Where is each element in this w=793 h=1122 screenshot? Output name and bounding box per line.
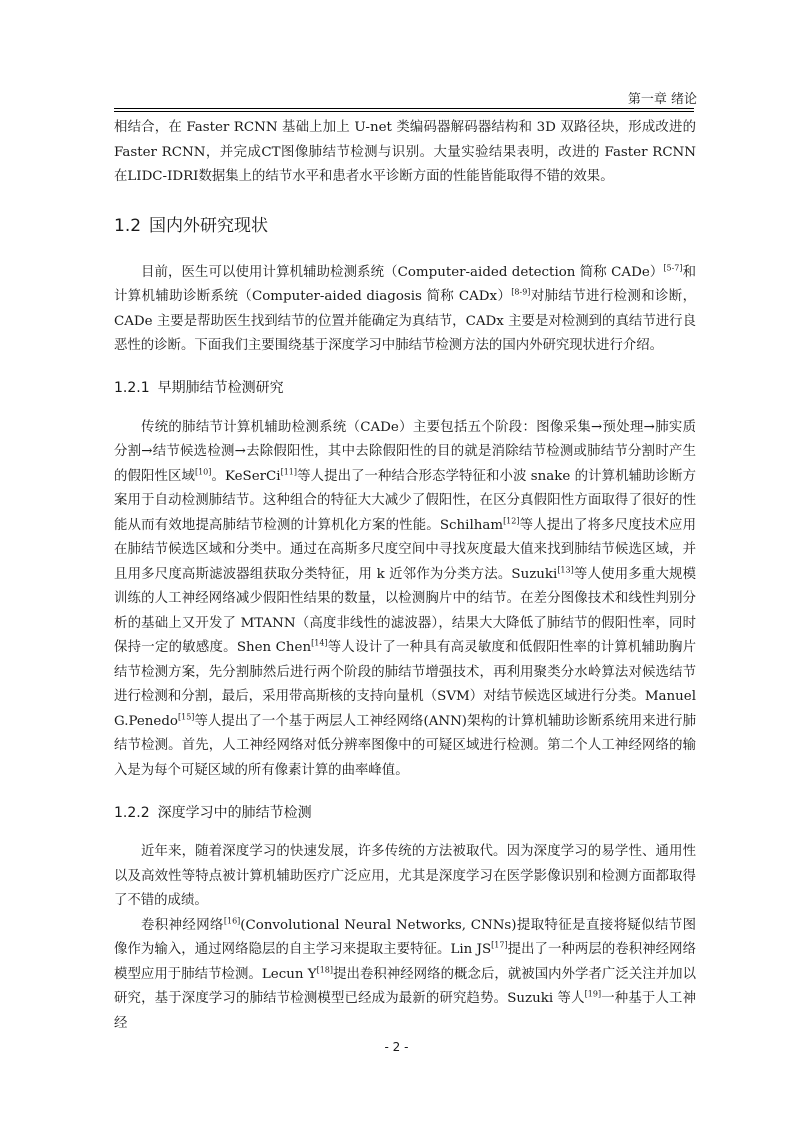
citation: [5-7] (663, 263, 683, 273)
citation: [14] (311, 638, 328, 648)
section-1-2-1-paragraph: 传统的肺结节计算机辅助检测系统（CADe）主要包括五个阶段：图像采集→预处理→肺实质分割→结节候选检测→去除假阳性，其中去除假阳性的目的就是消除结节检测或肺结节分割时产生的假阳性区域[10]。KeSerCi[11]等人提出了一种结合形态学特征和小波 snake 的计算机辅助诊断方案用于自动检测肺结节。这种组合的特征大大减少了假阳性，在区分真假阳性方面取得了很好的性能从而有效地提高肺结节检测的计算机化方案的性能。Schilham[12]等人提出了将多尺度技术应用在肺结节候选区域和分类中。通过在高斯多尺度空间中寻找灰度最大值来找到肺结节候选区域，并且用多尺度高斯滤波器组获取分类特征，用 k 近邻作为分类方法。Suzuki[13]等人使用多重大规模训练的人工神经网络减少假阳性结果的数量，以检测胸片中的结节。在差分图像技术和线性判别分析的基础上又开发了 MTANN（高度非线性的滤波器），结果大大降低了肺结节的假阳性率，同时保持一定的敏感度。Shen Chen[14]等人设计了一种具有高灵敏度和低假阳性率的计算机辅助胸片结节检测方案，先分割肺然后进行两个阶段的肺结节增强技术，再利用聚类分水岭算法对候选结节进行检测和分割，最后，采用带高斯核的支持向量机（SVM）对结节候选区域进行分类。Manuel G.Penedo[15]等人提出了一个基于两层人工神经网络(ANN)架构的计算机辅助诊断系统用来进行肺结节检测。首先，人工神经网络对低分辨率图像中的可疑区域进行检测。第二个人工神经网络的输入是为每个可疑区域的所有像素计算的曲率峰值。 (114, 419, 697, 778)
citation: [13] (557, 565, 574, 575)
section-number: 1.2 (114, 215, 142, 236)
header-rule (114, 108, 694, 109)
section-1-2-2-paragraph-1: 近年来，随着深度学习的快速发展，许多传统的方法被取代。因为深度学习的易学性、通用性以及高效性等特点被计算机辅助医疗广泛应用，尤其是深度学习在医学影像识别和检测方面都取得了不错的成绩。 (114, 844, 696, 908)
citation: [12] (503, 516, 520, 526)
subsection-heading-1-2-1 (114, 377, 696, 399)
citation: [18] (316, 965, 334, 975)
subsection-number: 1.2.1 (114, 379, 150, 396)
subsection-number: 1.2.2 (114, 805, 150, 821)
citation: [19] (584, 989, 602, 999)
page-number: - 2 - (384, 1040, 409, 1054)
intro-paragraph: 相结合，在 Faster RCNN 基础上加上 U-net 类编码器解码器结构和 3D 双路径块，形成改进的 Faster RCNN，并完成CT图像肺结节检测与识别。大量实验结果表明，改进的 Faster RCNN 在LIDC-IDRI数据集上的结节水平和患者水平诊断方面的性能皆能取得不错的效果。 (114, 120, 696, 184)
citation: [15] (178, 712, 195, 722)
citation: [16] (223, 916, 241, 926)
citation: [10] (194, 467, 212, 477)
subsection-title: 深度学习中的肺结节检测 (157, 805, 312, 821)
citation: [17] (491, 940, 508, 950)
section-1-2-paragraph: 目前，医生可以使用计算机辅助检测系统（Computer-aided detection 简称 CADe）[5-7]和计算机辅助诊断系统（Computer-aided diagosis 简称 CADx）[8-9]对肺结节进行检测和诊断，CADe 主要是帮助医生找到结节的位置并能确定为真结节，CADx 主要是对检测到的真结节进行良恶性的诊断。下面我们主要围绕基于深度学习中肺结节检测方法的国内外研究现状进行介绍。 (114, 263, 697, 353)
section-heading-1-2 (114, 214, 696, 238)
header-rule-thin (114, 111, 694, 112)
subsection-heading-1-2-2 (114, 802, 696, 824)
page-body (114, 116, 696, 1036)
running-header: 第一章 绪论 (627, 92, 697, 107)
section-1-2-2-paragraph-2: 卷积神经网络[16](Convolutional Neural Networks, CNNs)提取特征是直接将疑似结节图像作为输入，通过网络隐层的自主学习来提取主要特征。Lin JS[17]提出了一种两层的卷积神经网络模型应用于肺结节检测。Lecun Y[18]提出卷积神经网络的概念后，就被国内外学者广泛关注并加以研究，基于深度学习的肺结节检测模型已经成为最新的研究趋势。Suzuki 等人[19]一种基于人工神经 (114, 916, 697, 1031)
subsection-title: 早期肺结节检测研究 (157, 379, 284, 396)
section-title: 国内外研究现状 (149, 215, 269, 236)
citation: [8-9] (511, 287, 531, 297)
citation: [11] (280, 467, 297, 477)
